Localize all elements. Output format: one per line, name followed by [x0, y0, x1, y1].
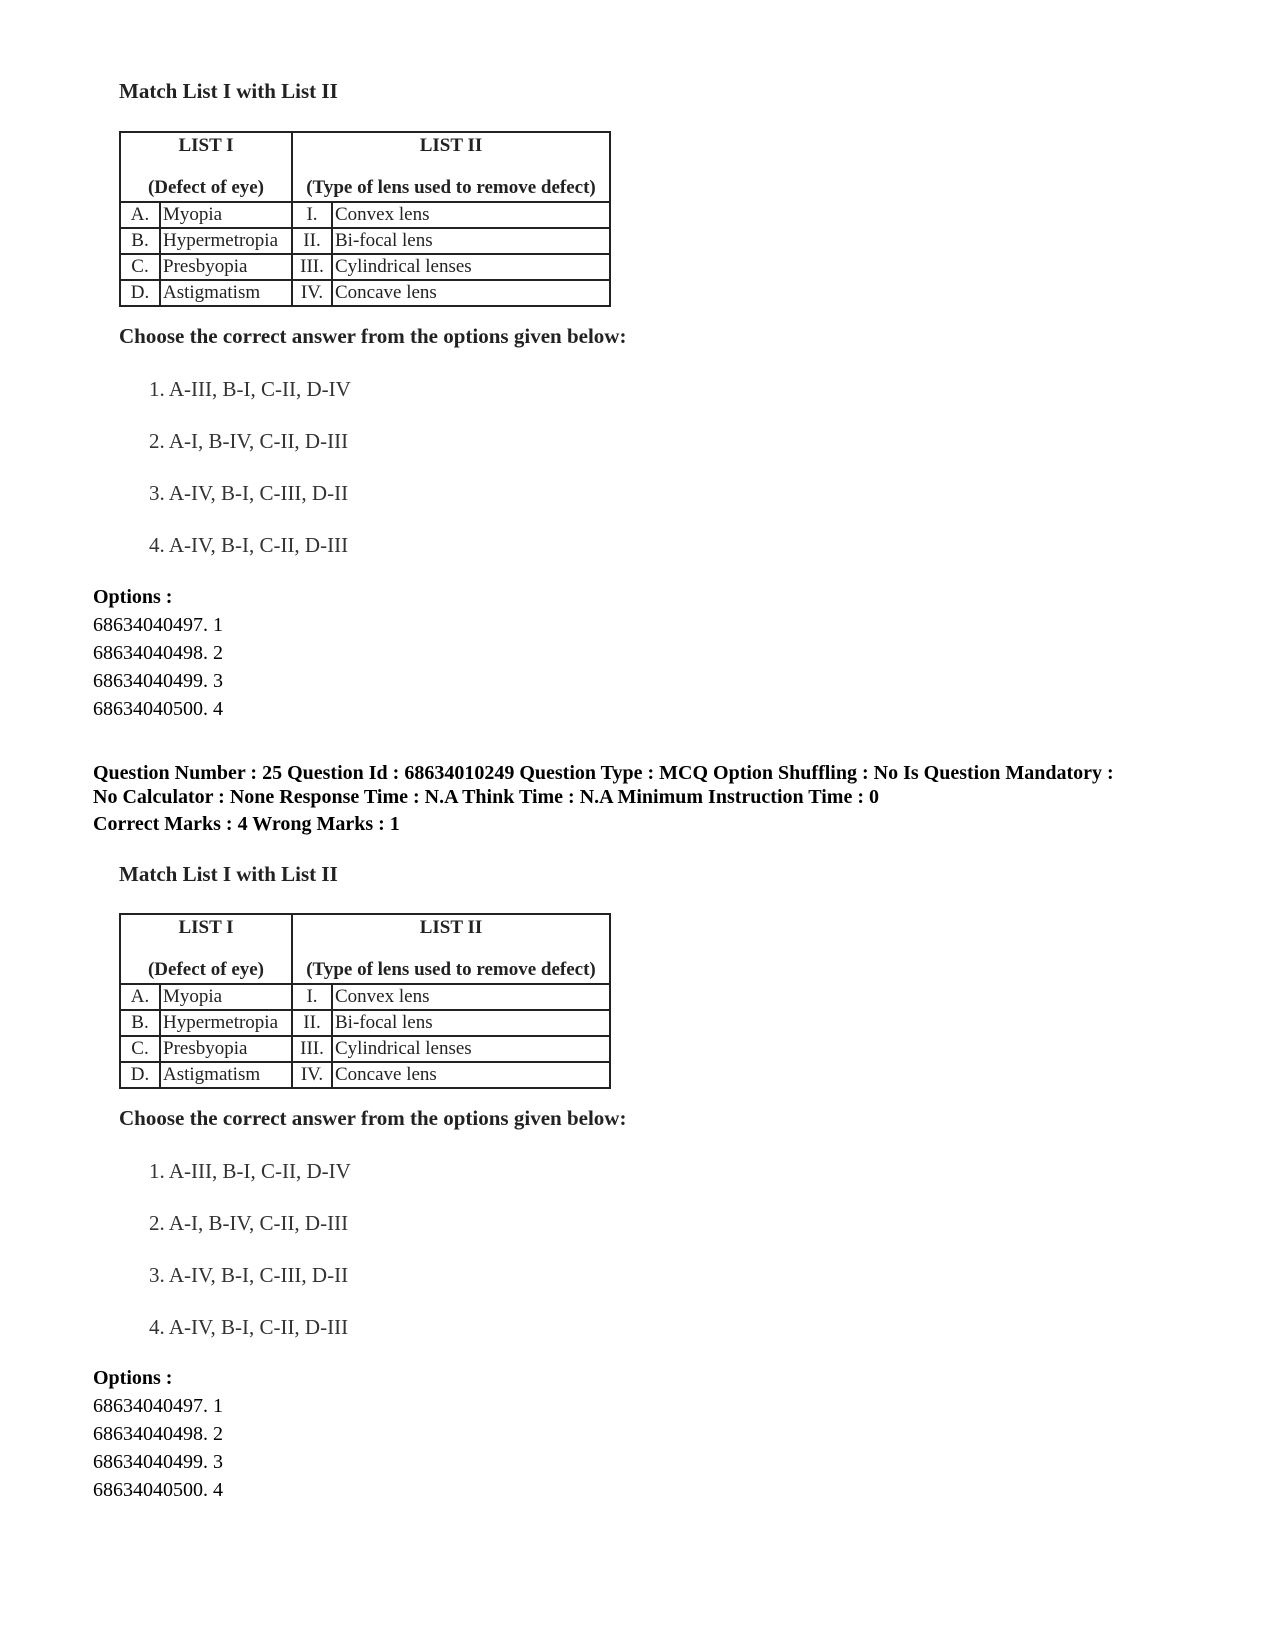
list2-subheader: (Type of lens used to remove defect): [306, 177, 596, 198]
table-row: [120, 202, 610, 228]
roman-label: IV.: [292, 1062, 332, 1088]
list2-header-cell: [292, 914, 610, 984]
roman-label: IV.: [292, 280, 332, 306]
defect-cell: Presbyopia: [160, 254, 292, 280]
match-table: [119, 913, 611, 1089]
options-label: Options :: [93, 586, 173, 608]
table-row: [120, 254, 610, 280]
list2-subheader: (Type of lens used to remove defect): [306, 959, 596, 980]
answer-choice: 3. A-IV, B-I, C-III, D-II: [149, 481, 349, 505]
match-table: [119, 131, 611, 307]
option-id: 68634040500. 4: [93, 698, 223, 720]
option-id: 68634040500. 4: [93, 1479, 223, 1501]
option-id: 68634040498. 2: [93, 642, 223, 664]
row-label: C.: [120, 1036, 160, 1062]
list1-header: LIST I: [178, 135, 234, 156]
list1-subheader: (Defect of eye): [147, 177, 265, 198]
answer-choice: 4. A-IV, B-I, C-II, D-III: [149, 533, 349, 557]
question-meta-line-1: Question Number : 25 Question Id : 68634010249 Question Type : MCQ Option Shuffling : No Is Question Mandatory :: [93, 762, 1114, 784]
roman-label: I.: [292, 984, 332, 1010]
defect-cell: Astigmatism: [160, 1062, 292, 1088]
option-id: 68634040498. 2: [93, 1423, 223, 1445]
answer-choice: 3. A-IV, B-I, C-III, D-II: [149, 1263, 349, 1287]
question-title: Match List I with List II: [119, 862, 338, 886]
defect-cell: Myopia: [160, 984, 292, 1010]
question-marks: Correct Marks : 4 Wrong Marks : 1: [93, 813, 400, 835]
list1-header-cell: [120, 914, 292, 984]
lens-cell: Convex lens: [332, 984, 610, 1010]
roman-label: II.: [292, 228, 332, 254]
list2-header: LIST II: [419, 917, 483, 938]
table-row: [120, 228, 610, 254]
question-title: Match List I with List II: [119, 79, 338, 103]
option-id: 68634040499. 3: [93, 670, 223, 692]
answer-choice: 2. A-I, B-IV, C-II, D-III: [149, 429, 349, 453]
lens-cell: Concave lens: [332, 1062, 610, 1088]
table-row: [120, 984, 610, 1010]
defect-cell: Hypermetropia: [160, 1010, 292, 1036]
question-meta-line-2: No Calculator : None Response Time : N.A Think Time : N.A Minimum Instruction Time : 0: [93, 786, 879, 808]
list1-header-cell: [120, 132, 292, 202]
lens-cell: Bi-focal lens: [332, 1010, 610, 1036]
table-row: [120, 1010, 610, 1036]
defect-cell: Astigmatism: [160, 280, 292, 306]
option-id: 68634040497. 1: [93, 614, 223, 636]
table-row: [120, 1036, 610, 1062]
list1-subheader: (Defect of eye): [147, 959, 265, 980]
answer-choice: 1. A-III, B-I, C-II, D-IV: [149, 377, 351, 401]
lens-cell: Bi-focal lens: [332, 228, 610, 254]
option-id: 68634040497. 1: [93, 1395, 223, 1417]
roman-label: III.: [292, 1036, 332, 1062]
row-label: A.: [120, 202, 160, 228]
list2-header: LIST II: [419, 135, 483, 156]
list1-header: LIST I: [178, 917, 234, 938]
answer-choice: 4. A-IV, B-I, C-II, D-III: [149, 1315, 349, 1339]
options-label: Options :: [93, 1367, 173, 1389]
list2-header-cell: [292, 132, 610, 202]
option-id: 68634040499. 3: [93, 1451, 223, 1473]
defect-cell: Myopia: [160, 202, 292, 228]
row-label: A.: [120, 984, 160, 1010]
row-label: D.: [120, 1062, 160, 1088]
roman-label: III.: [292, 254, 332, 280]
table-row: [120, 280, 610, 306]
row-label: D.: [120, 280, 160, 306]
row-label: B.: [120, 228, 160, 254]
row-label: B.: [120, 1010, 160, 1036]
roman-label: I.: [292, 202, 332, 228]
lens-cell: Convex lens: [332, 202, 610, 228]
row-label: C.: [120, 254, 160, 280]
lens-cell: Cylindrical lenses: [332, 254, 610, 280]
choose-instruction: Choose the correct answer from the options given below:: [119, 324, 627, 348]
lens-cell: Cylindrical lenses: [332, 1036, 610, 1062]
choose-instruction: Choose the correct answer from the options given below:: [119, 1106, 627, 1130]
defect-cell: Hypermetropia: [160, 228, 292, 254]
roman-label: II.: [292, 1010, 332, 1036]
answer-choice: 2. A-I, B-IV, C-II, D-III: [149, 1211, 349, 1235]
table-row: [120, 1062, 610, 1088]
lens-cell: Concave lens: [332, 280, 610, 306]
answer-choice: 1. A-III, B-I, C-II, D-IV: [149, 1159, 351, 1183]
defect-cell: Presbyopia: [160, 1036, 292, 1062]
